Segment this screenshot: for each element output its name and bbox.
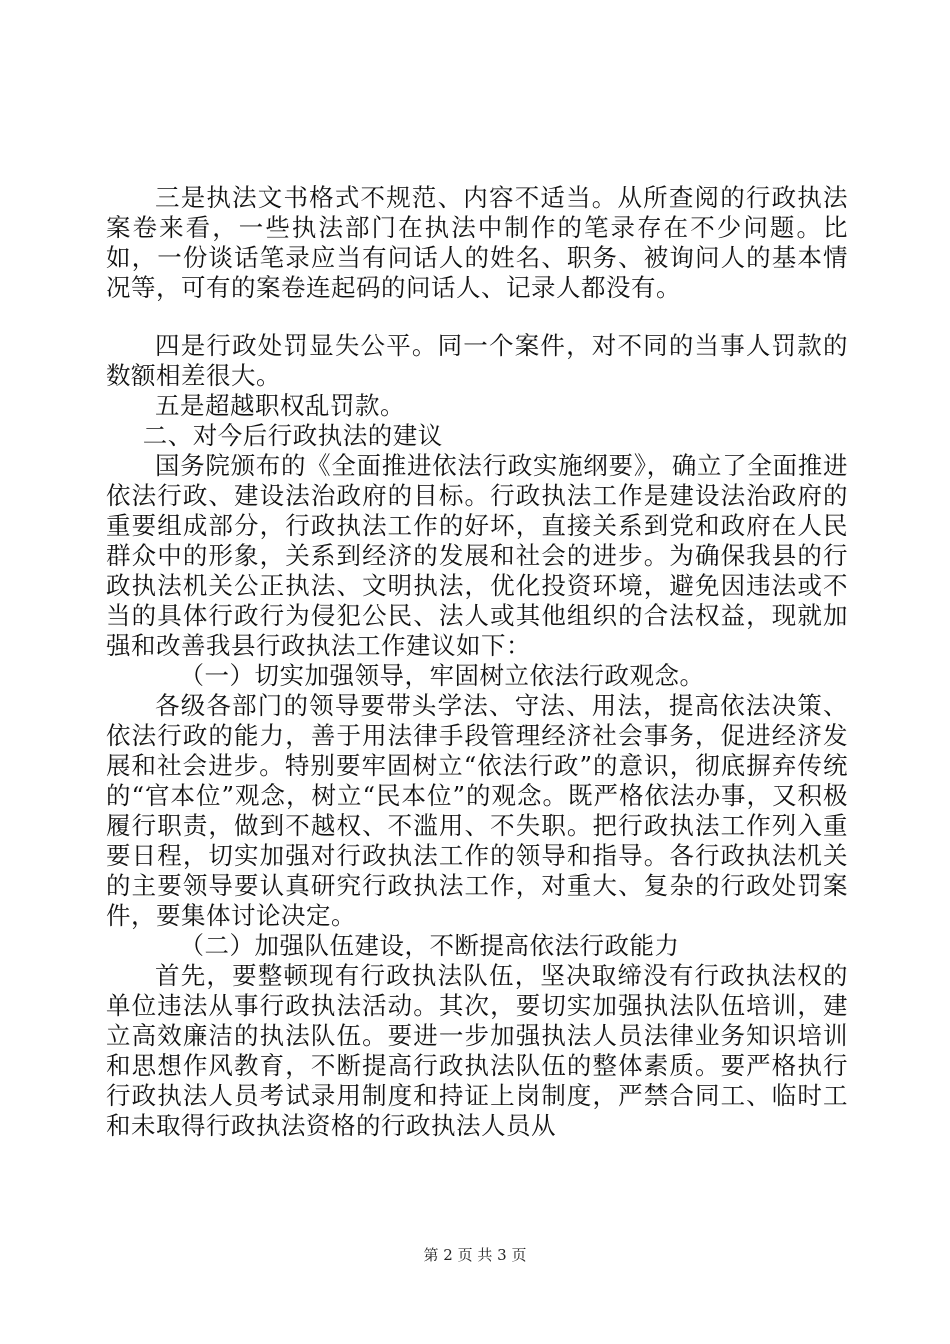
paragraph-issue-4: 四是行政处罚显失公平。同一个案件，对不同的当事人罚款的数额相差很大。	[106, 331, 848, 390]
subheading-1: （一）切实加强领导，牢固树立依法行政观念。	[179, 661, 705, 690]
body-text-main	[106, 331, 848, 1141]
subheading-2: （二）加强队伍建设，不断提高依法行政能力	[179, 931, 680, 960]
paragraph-team: 首先，要整顿现有行政执法队伍，坚决取缔没有行政执法权的单位违法从事行政执法活动。其次，要切实加强执法队伍培训，建立高效廉洁的执法队伍。要进一步加强执法人员法律业务知识培训和思想作风教育，不断提高行政执法队伍的整体素质。要严格执行行政执法人员考试录用制度和持证上岗制度，严禁合同工、临时工和未取得行政执法资格的行政执法人员从	[106, 961, 848, 1140]
paragraph-intro: 国务院颁布的《全面推进依法行政实施纲要》，确立了全面推进依法行政、建设法治政府的目标。行政执法工作是建设法治政府的重要组成部分，行政执法工作的好坏，直接关系到党和政府在人民群众中的形象，关系到经济的发展和社会的进步。为确保我县的行政执法机关公正执法、文明执法，优化投资环境，避免因违法或不当的具体行政行为侵犯公民、法人或其他组织的合法权益，现就加强和改善我县行政执法工作建议如下：	[106, 451, 848, 660]
body-text-top	[106, 183, 848, 303]
paragraph-leadership: 各级各部门的领导要带头学法、守法、用法，提高依法决策、依法行政的能力，善于用法律手段管理经济社会事务，促进经济发展和社会进步。特别要牢固树立“依法行政”的意识，彻底摒弃传统的“官本位”观念，树立“民本位”的观念。既严格依法办事，又积极履行职责，做到不越权、不滥用、不失职。把行政执法工作列入重要日程，切实加强对行政执法工作的领导和指导。各行政执法机关的主要领导要认真研究行政执法工作，对重大、复杂的行政处罚案件，要集体讨论决定。	[106, 691, 848, 930]
section-heading-2: 二、对今后行政执法的建议	[142, 421, 443, 450]
page-footer: 第 2 页 共 3 页	[423, 1246, 527, 1264]
paragraph-issue-5: 五是超越职权乱罚款。	[155, 391, 405, 420]
paragraph-issue-3: 三是执法文书格式不规范、内容不适当。从所查阅的行政执法案卷来看，一些执法部门在执法中制作的笔录存在不少问题。比如，一份谈话笔录应当有问话人的姓名、职务、被询问人的基本情况等，可有的案卷连起码的问话人、记录人都没有。	[106, 183, 848, 302]
